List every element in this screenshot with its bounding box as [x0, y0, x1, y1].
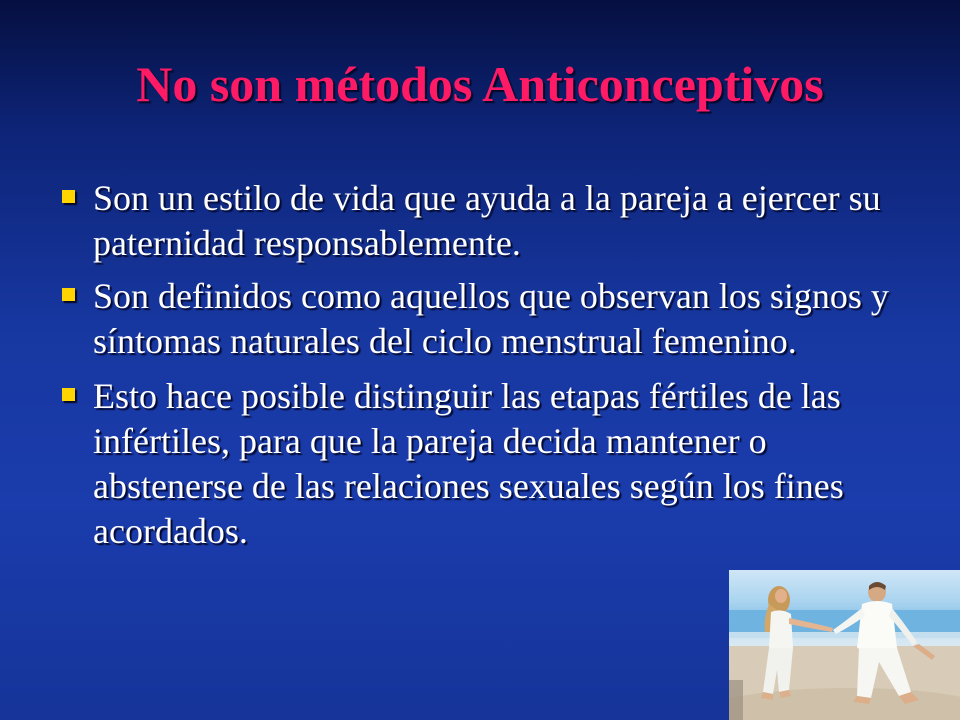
bullet-item — [60, 176, 920, 266]
couple-walking-beach-photo — [729, 570, 960, 720]
bullet-text: Son un estilo de vida que ayuda a la pareja a ejercer su paternidad responsablemente. — [93, 178, 881, 263]
slide-title: No son métodos Anticonceptivos — [136, 56, 824, 112]
bullet-text: Son definidos como aquellos que observan los signos y síntomas naturales del ciclo menstrual femenino. — [93, 276, 889, 361]
square-bullet-icon — [62, 288, 75, 301]
bullet-item — [60, 374, 920, 554]
bullet-text: Esto hace posible distinguir las etapas fértiles de las infértiles, para que la pareja decida mantener o abstenerse de las relaciones sexuales según los fines acordados. — [93, 376, 844, 551]
bullet-item — [60, 274, 920, 364]
square-bullet-icon — [62, 190, 75, 203]
bullet-list — [60, 176, 920, 562]
square-bullet-icon — [62, 388, 75, 401]
